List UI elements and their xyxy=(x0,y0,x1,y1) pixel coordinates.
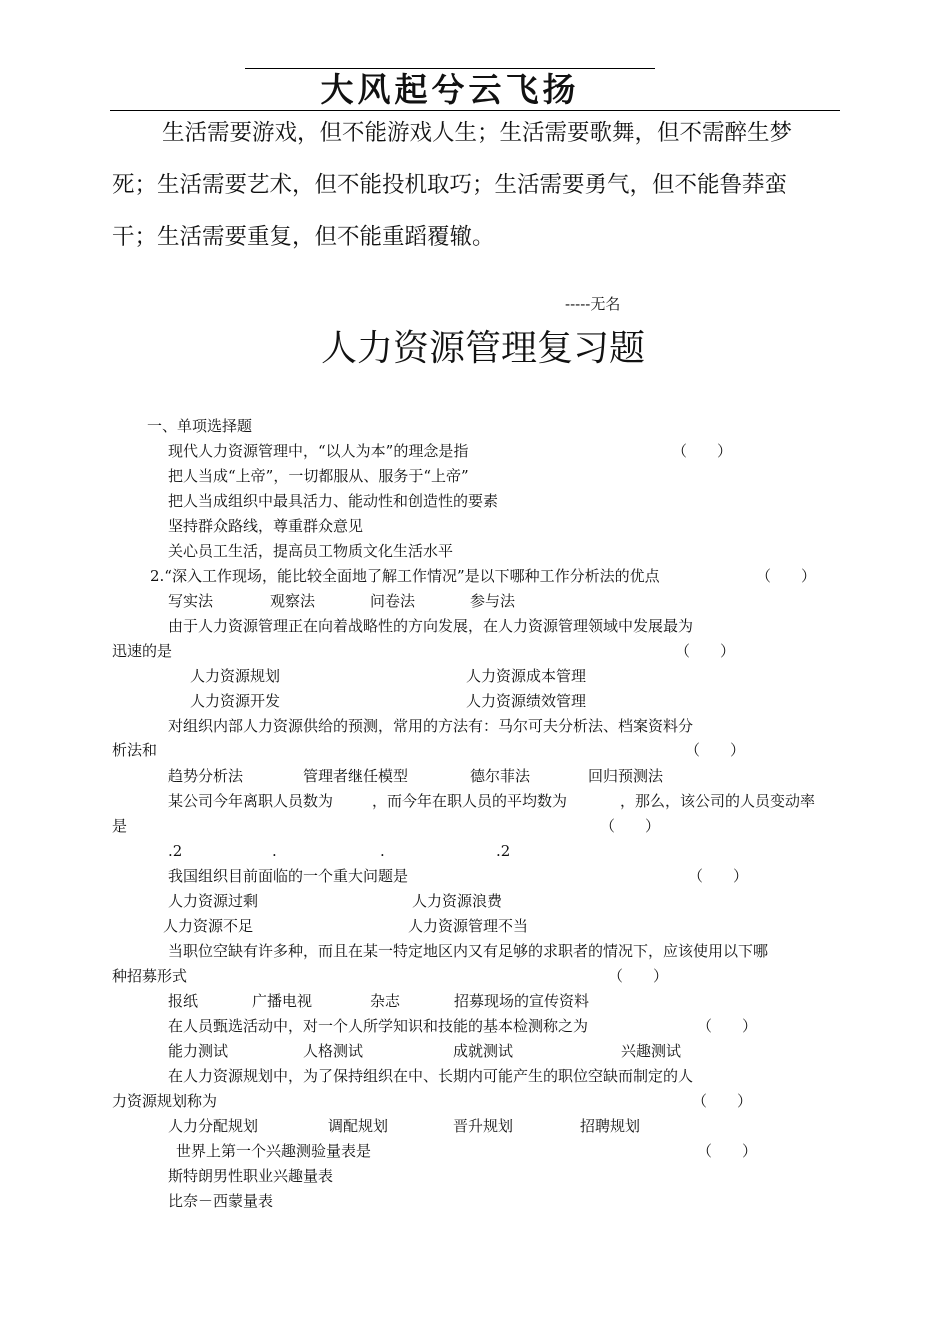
option: 人格测试 xyxy=(303,1042,364,1060)
option: 广播电视 xyxy=(252,992,313,1010)
question-6: 我国组织目前面临的一个重大问题是 xyxy=(168,867,409,885)
question-4-cont: 析法和 xyxy=(112,741,158,759)
option: 招募现场的宣传资料 xyxy=(454,992,590,1010)
option: 把人当成组织中最具活力、能动性和创造性的要素 xyxy=(168,492,499,510)
question-5: 某公司今年离职人员数为 xyxy=(168,792,334,810)
answer-blank: （ ） xyxy=(672,442,733,460)
answer-blank: （ ） xyxy=(685,741,746,759)
answer-blank: （ ） xyxy=(675,642,736,660)
answer-blank: （ ） xyxy=(692,1092,753,1110)
answer-blank: （ ） xyxy=(688,867,749,885)
question-3: 由于人力资源管理正在向着战略性的方向发展，在人力资源管理领域中发展最为 xyxy=(168,617,694,635)
option: 人力资源成本管理 xyxy=(466,667,587,685)
option: . xyxy=(272,842,277,860)
option: 德尔菲法 xyxy=(470,767,531,785)
option: 兴趣测试 xyxy=(621,1042,682,1060)
header-top-rule xyxy=(245,68,655,69)
answer-blank: （ ） xyxy=(697,1017,758,1035)
quote-line-2: 死；生活需要艺术，但不能投机取巧；生活需要勇气，但不能鲁莽蛮 xyxy=(112,172,788,198)
option: 管理者继任模型 xyxy=(303,767,409,785)
page-title: 人力资源管理复习题 xyxy=(320,328,645,369)
question-3-cont: 迅速的是 xyxy=(112,642,173,660)
option: 晋升规划 xyxy=(453,1117,514,1135)
option: 人力资源绩效管理 xyxy=(466,692,587,710)
option: 人力分配规划 xyxy=(168,1117,259,1135)
option: 人力资源管理不当 xyxy=(408,917,529,935)
question-2: 2.“深入工作现场，能比较全面地了解工作情况”是以下哪种工作分析法的优点 xyxy=(150,567,660,585)
option: 人力资源浪费 xyxy=(412,892,503,910)
quote-line-3: 干；生活需要重复，但不能重蹈覆辙。 xyxy=(112,224,495,250)
option: 能力测试 xyxy=(168,1042,229,1060)
quote-author: -----无名 xyxy=(565,295,621,313)
option: 人力资源不足 xyxy=(163,917,254,935)
option: 回归预测法 xyxy=(588,767,664,785)
question-10: 世界上第一个兴趣测验量表是 xyxy=(176,1142,372,1160)
option: 关心员工生活，提高员工物质文化生活水平 xyxy=(168,542,454,560)
question-1: 现代人力资源管理中，“以人为本”的理念是指 xyxy=(168,442,469,460)
question-7: 当职位空缺有许多种，而且在某一特定地区内又有足够的求职者的情况下，应该使用以下哪 xyxy=(168,942,769,960)
option: 招聘规划 xyxy=(580,1117,641,1135)
question-5-part: ，那么，该公司的人员变动率 xyxy=(620,792,816,810)
header-bottom-rule xyxy=(110,110,840,111)
option: 问卷法 xyxy=(370,592,416,610)
option: . xyxy=(380,842,385,860)
option: 调配规划 xyxy=(328,1117,389,1135)
answer-blank: （ ） xyxy=(697,1142,758,1160)
option: 报纸 xyxy=(168,992,199,1010)
quote-line-1: 生活需要游戏，但不能游戏人生；生活需要歌舞，但不需醉生梦 xyxy=(162,120,793,146)
question-9: 在人力资源规划中，为了保持组织在中、长期内可能产生的职位空缺而制定的人 xyxy=(168,1067,694,1085)
answer-blank: （ ） xyxy=(756,567,817,585)
option: 人力资源过剩 xyxy=(168,892,259,910)
option: 观察法 xyxy=(270,592,316,610)
option: 杂志 xyxy=(370,992,401,1010)
option: 把人当成“上帝”，一切都服从、服务于“上帝” xyxy=(168,467,469,485)
option: .2 xyxy=(496,842,511,860)
answer-blank: （ ） xyxy=(600,817,661,835)
question-4: 对组织内部人力资源供给的预测，常用的方法有：马尔可夫分析法、档案资料分 xyxy=(168,717,694,735)
option: 参与法 xyxy=(470,592,516,610)
option: 趋势分析法 xyxy=(168,767,244,785)
question-5-part: ，而今年在职人员的平均数为 xyxy=(372,792,568,810)
option: 人力资源规划 xyxy=(190,667,281,685)
question-9-cont: 力资源规划称为 xyxy=(112,1092,218,1110)
section-heading: 一、单项选择题 xyxy=(147,417,253,435)
answer-blank: （ ） xyxy=(608,967,669,985)
option: 坚持群众路线，尊重群众意见 xyxy=(168,517,364,535)
question-5-cont: 是 xyxy=(112,817,128,835)
question-7-cont: 种招募形式 xyxy=(112,967,188,985)
option: 人力资源开发 xyxy=(190,692,281,710)
option: 比奈－西蒙量表 xyxy=(168,1192,274,1210)
option: 斯特朗男性职业兴趣量表 xyxy=(168,1167,334,1185)
option: .2 xyxy=(168,842,183,860)
question-8: 在人员甄选活动中，对一个人所学知识和技能的基本检测称之为 xyxy=(168,1017,589,1035)
header-banner: 大风起兮云飞扬 xyxy=(320,70,580,109)
option: 成就测试 xyxy=(453,1042,514,1060)
option: 写实法 xyxy=(168,592,214,610)
